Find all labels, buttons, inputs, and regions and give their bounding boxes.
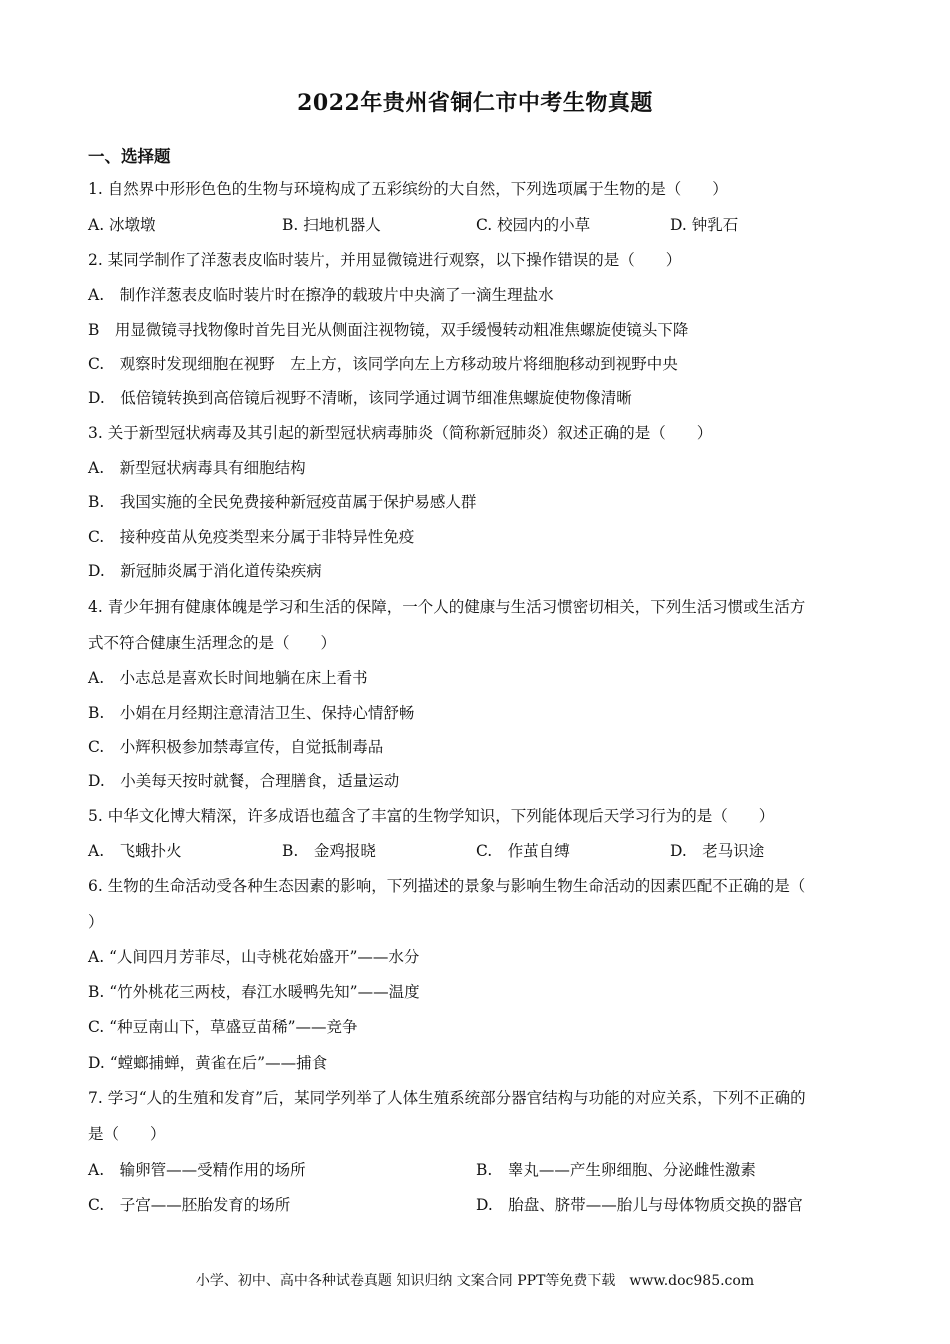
question-4-stem-line-1: 4. 青少年拥有健康体魄是学习和生活的保障，一个人的健康与生活习惯密切相关，下列生活习惯或生活方 — [88, 598, 806, 616]
question-5-option-d: D. 老马识途 — [670, 842, 765, 860]
question-6-option-c: C. “种豆南山下，草盛豆苗稀”——竞争 — [88, 1018, 358, 1036]
question-7-option-d: D. 胎盘、脐带——胎儿与母体物质交换的器官 — [476, 1196, 803, 1214]
section-heading: 一、选择题 — [88, 147, 171, 166]
question-7-option-c: C. 子宫——胚胎发育的场所 — [88, 1196, 291, 1214]
page-footer: 小学、初中、高中各种试卷真题 知识归纳 文案合同 PPT等免费下载 www.doc985.com — [195, 1273, 755, 1289]
question-2-option-b: B 用显微镜寻找物像时首先目光从侧面注视物镜，双手缓慢转动粗准焦螺旋使镜头下降 — [88, 321, 689, 339]
question-4-option-a: A. 小志总是喜欢长时间地躺在床上看书 — [88, 669, 368, 687]
question-7-option-b: B. 睾丸——产生卵细胞、分泌雌性激素 — [476, 1161, 756, 1179]
question-3-option-b: B. 我国实施的全民免费接种新冠疫苗属于保护易感人群 — [88, 493, 477, 511]
question-5-option-a: A. 飞蛾扑火 — [88, 842, 182, 860]
question-5-stem: 5. 中华文化博大精深，许多成语也蕴含了丰富的生物学知识，下列能体现后天学习行为的是（ ） — [88, 807, 775, 825]
question-5-option-c: C. 作茧自缚 — [476, 842, 570, 860]
question-2-option-d: D. 低倍镜转换到高倍镜后视野不清晰，该同学通过调节细准焦螺旋使物像清晰 — [88, 389, 632, 407]
question-1-option-a: A. 冰墩墩 — [88, 216, 156, 234]
question-2-option-a: A. 制作洋葱表皮临时装片时在擦净的载玻片中央滴了一滴生理盐水 — [88, 286, 554, 304]
question-2-option-c: C. 观察时发现细胞在视野 左上方，该同学向左上方移动玻片将细胞移动到视野中央 — [88, 355, 678, 373]
question-6-option-b: B. “竹外桃花三两枝，春江水暖鸭先知”——温度 — [88, 983, 420, 1001]
question-5-option-b: B. 金鸡报晓 — [282, 842, 376, 860]
page-title: 2022年贵州省铜仁市中考生物真题 — [297, 90, 653, 116]
question-3-option-c: C. 接种疫苗从免疫类型来分属于非特异性免疫 — [88, 528, 415, 546]
question-4-option-d: D. 小美每天按时就餐，合理膳食，适量运动 — [88, 772, 400, 790]
question-6-stem-line-1: 6. 生物的生命活动受各种生态因素的影响，下列描述的景象与影响生物生命活动的因素匹配不正确的是（ — [88, 877, 806, 895]
question-1-option-c: C. 校园内的小草 — [476, 216, 591, 234]
question-3-option-a: A. 新型冠状病毒具有细胞结构 — [88, 459, 306, 477]
question-6-stem-line-2: ） — [88, 913, 104, 931]
question-1-stem: 1. 自然界中形形色色的生物与环境构成了五彩缤纷的大自然，下列选项属于生物的是（ ） — [88, 180, 728, 198]
question-4-option-c: C. 小辉积极参加禁毒宣传，自觉抵制毒品 — [88, 738, 384, 756]
question-6-option-d: D. “螳螂捕蝉，黄雀在后”——捕食 — [88, 1054, 328, 1072]
question-1-option-b: B. 扫地机器人 — [282, 216, 381, 234]
question-4-option-b: B. 小娟在月经期注意清洁卫生、保持心情舒畅 — [88, 704, 415, 722]
question-3-stem: 3. 关于新型冠状病毒及其引起的新型冠状病毒肺炎（简称新冠肺炎）叙述正确的是（ ） — [88, 424, 713, 442]
question-1-option-d: D. 钟乳石 — [670, 216, 739, 234]
question-7-option-a: A. 输卵管——受精作用的场所 — [88, 1161, 306, 1179]
question-3-option-d: D. 新冠肺炎属于消化道传染疾病 — [88, 562, 322, 580]
question-7-stem-line-2: 是（ ） — [88, 1125, 166, 1143]
question-7-stem-line-1: 7. 学习“人的生殖和发育”后，某同学列举了人体生殖系统部分器官结构与功能的对应关系，下列不正确的 — [88, 1089, 806, 1107]
question-2-stem: 2. 某同学制作了洋葱表皮临时装片，并用显微镜进行观察，以下操作错误的是（ ） — [88, 251, 682, 269]
question-4-stem-line-2: 式不符合健康生活理念的是（ ） — [88, 634, 337, 652]
question-6-option-a: A. “人间四月芳菲尽，山寺桃花始盛开”——水分 — [88, 948, 420, 966]
